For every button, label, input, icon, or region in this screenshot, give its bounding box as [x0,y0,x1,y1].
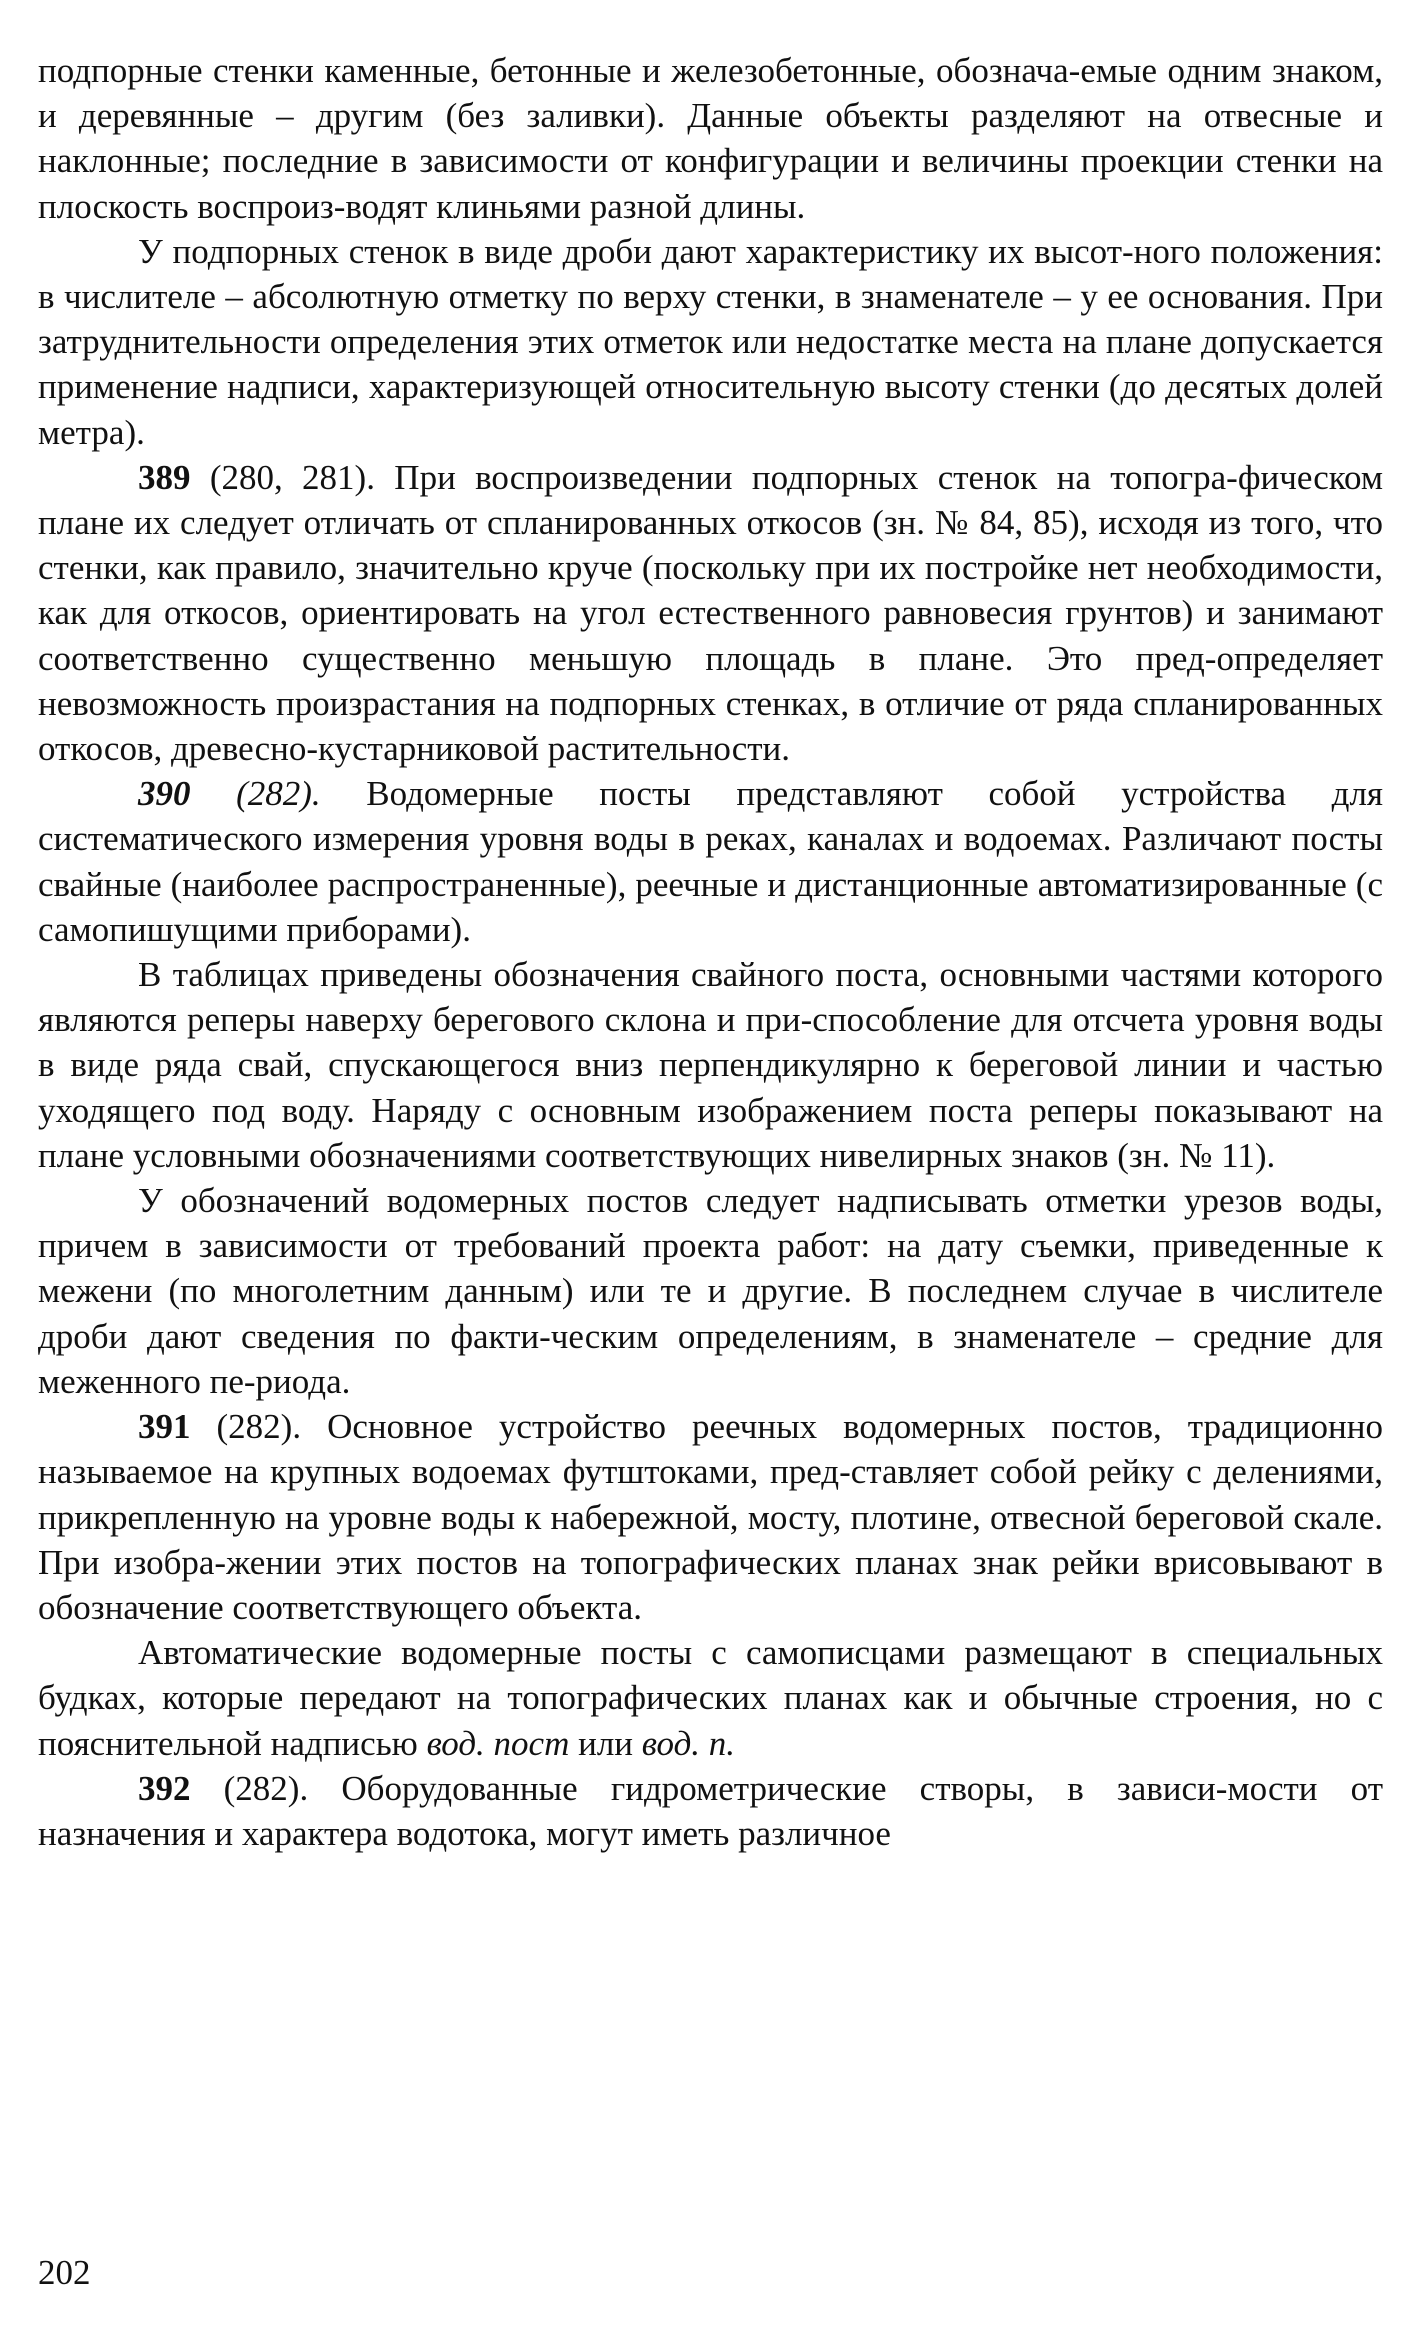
section-number: 390 [138,774,191,814]
paragraph [38,455,1383,771]
page-number: 202 [38,2253,91,2292]
paragraph-text: Оборудованные гидрометрические створы, в зависи-мости от назначения и характера водотока, могут иметь различное [38,1768,1384,1853]
section-reference: (282). [190,1407,302,1447]
paragraph: У обозначений водомерных постов следует надписывать отметки урезов воды, причем в зависимости от требований проекта работ: на дату съемки, приведенные к межени (по многолетним данным) или те и другие. В последнем случае в числителе дроби дают сведения по факти-ческим определениям, в знаменателе – средние для меженного пе-риода. [38,1181,1383,1401]
italic-label: вод. п. [641,1723,736,1763]
section-number: 389 [138,457,191,497]
section-reference: (282). [190,774,321,814]
paragraph [38,771,1383,952]
paragraph-text: Водомерные посты представляют собой устройства для систематического измерения уровня воды в реках, каналах и водоемах. Различают посты свайные (наиболее распространенные), реечные и дистанционные автоматизированные (с самопишущими приборами). [38,774,1384,949]
paragraph: В таблицах приведены обозначения свайного поста, основными частями которого являются реперы наверху берегового склона и при-способление для отсчета уровня воды в виде ряда свай, спускающегося вниз перпендикулярно к береговой линии и частью уходящего под воду. Наряду с основным изображением поста реперы показывают на плане условными обозначениями соответствующих нивелирных знаков (зн. № 11). [38,955,1383,1175]
section-reference: (280, 281). [190,457,375,497]
paragraph-text-connector: или [569,1723,642,1763]
paragraph [38,1630,1383,1766]
italic-label: вод. пост [426,1723,570,1763]
section-reference: (282). [190,1768,309,1808]
paragraph-text: Основное устройство реечных водомерных постов, традиционно называемое на крупных водоемах футштоками, пред-ставляет собой рейку с делениями, прикрепленную на уровне воды к набережной, мосту, плотине, отвесной береговой скале. При изобра-жении этих постов на топографических планах знак рейки врисовывают в обозначение соответствующего объекта. [38,1407,1383,1627]
paragraph: подпорные стенки каменные, бетонные и железобетонные, обознача-емые одним знаком, и деревянные – другим (без заливки). Данные объекты разделяют на отвесные и наклонные; последние в зависимости от конфигурации и величины проекции стенки на плоскость воспроиз-водят клиньями разной длины. [38,51,1383,226]
paragraph: У подпорных стенок в виде дроби дают характеристику их высот-ного положения: в числителе – абсолютную отметку по верху стенки, в знаменателе – у ее основания. При затруднительности определения этих отметок или недостатке места на плане допускается применение надписи, характеризующей относительную высоту стенки (до десятых долей метра). [38,231,1383,452]
page-body [38,48,1383,1856]
paragraph-text: Автоматические водомерные посты с самописцами размещают в специальных будках, которые передают на топографических планах как и обычные строения, но с пояснительной надписью [38,1633,1383,1763]
paragraph [38,1404,1383,1630]
section-number: 391 [138,1407,191,1447]
paragraph [38,1766,1383,1856]
paragraph-text: При воспроизведении подпорных стенок на топогра-фическом плане их следует отличать от спланированных откосов (зн. № 84, 85), исходя из того, что стенки, как правило, значительно круче (поскольку при их постройке нет необходимости, как для откосов, ориентировать на угол естественного равновесия грунтов) и занимают соответственно существенно меньшую площадь в плане. Это пред-определяет невозможность произрастания на подпорных стенках, в отличие от ряда спланированных откосов, древесно-кустарниковой растительности. [38,457,1383,769]
section-number: 392 [138,1768,191,1808]
